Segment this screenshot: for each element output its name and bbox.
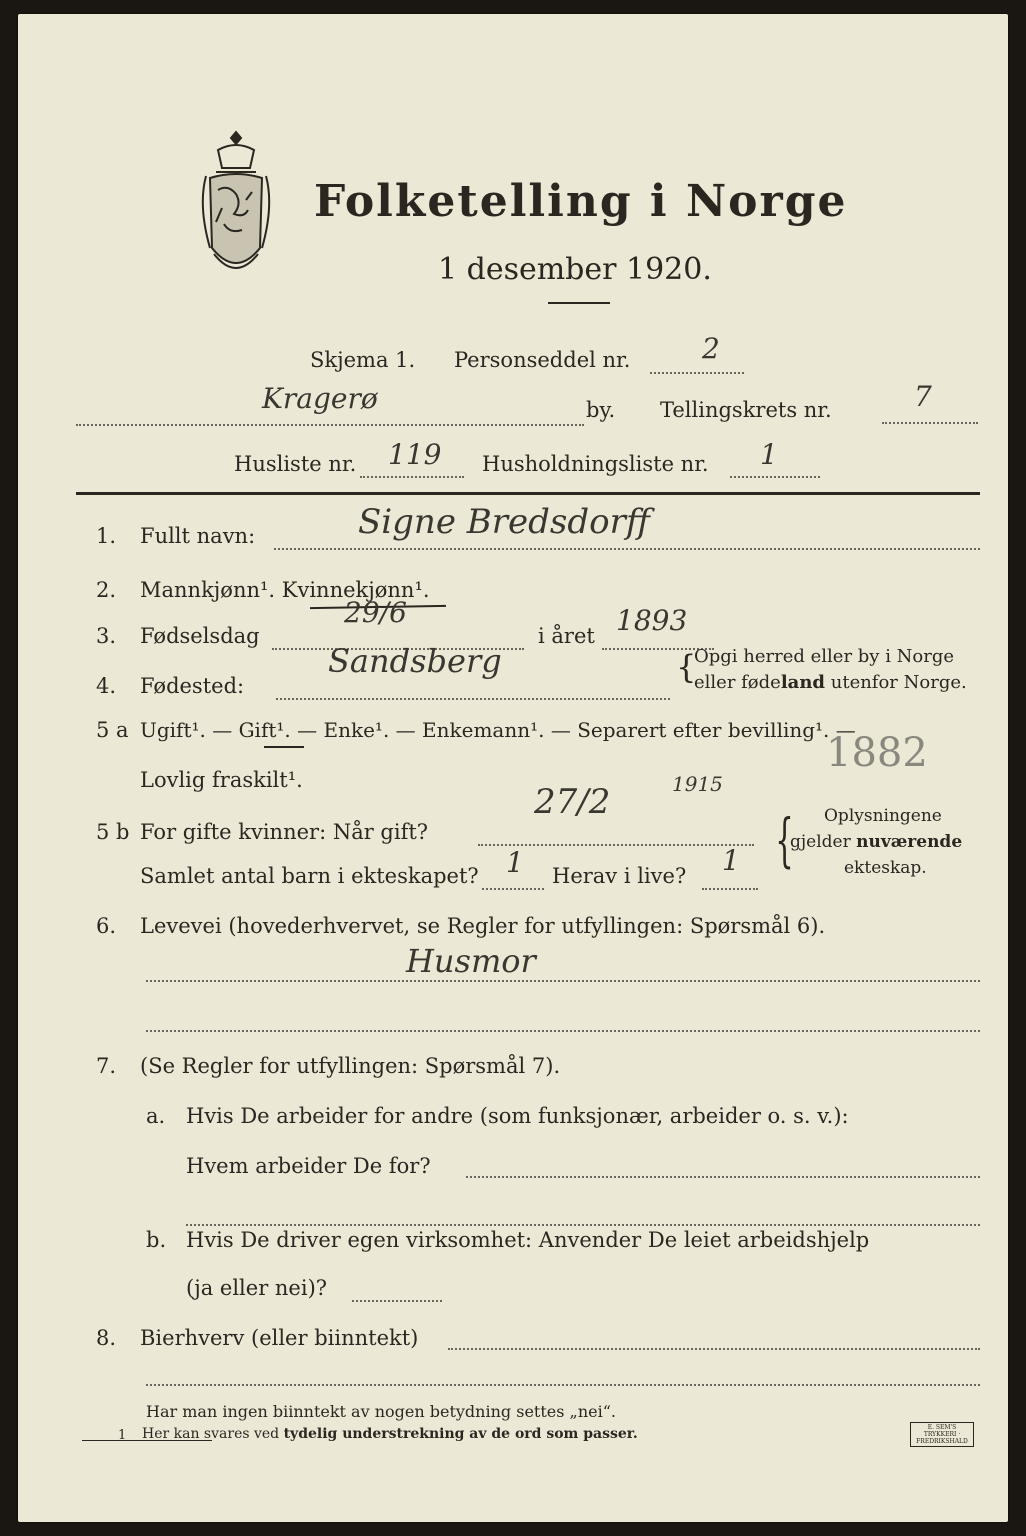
q4-note-line1: Opgi herred eller by i Norge bbox=[694, 646, 955, 667]
q7b-line1: Hvis De driver egen virksomhet: Anvender De leiet arbeidshjelp bbox=[186, 1228, 870, 1252]
by-label: by. bbox=[586, 398, 616, 422]
q5b-label1: For gifte kvinner: Når gift? bbox=[140, 820, 429, 844]
husholdning-label: Husholdningsliste nr. bbox=[482, 452, 709, 476]
coat-of-arms-icon bbox=[188, 128, 284, 298]
q5b-brace: { bbox=[775, 806, 794, 874]
q7a-line2: Hvem arbeider De for? bbox=[186, 1154, 431, 1178]
city-line bbox=[76, 424, 584, 426]
tellingskrets-line bbox=[882, 422, 978, 424]
q8-number: 8. bbox=[96, 1326, 117, 1350]
q4-note-line2-a: eller føde bbox=[694, 672, 781, 693]
q7b-number: b. bbox=[146, 1228, 167, 1252]
city-value: Kragerø bbox=[262, 382, 378, 415]
form-title: Folketelling i Norge bbox=[314, 176, 848, 227]
tellingskrets-value: 7 bbox=[914, 380, 932, 413]
q6-label: Levevei (hovederhvervet, se Regler for utfyllingen: Spørsmål 6). bbox=[140, 914, 826, 938]
q7a-line-extra bbox=[186, 1224, 980, 1226]
footnote-text-b: tydelig understrekning av de ord som passer. bbox=[283, 1426, 638, 1442]
q3-day-value: 29/6 bbox=[344, 596, 407, 629]
husliste-value: 119 bbox=[388, 438, 442, 471]
q5b-alive-line bbox=[702, 888, 758, 890]
q5b-when-value: 27/2 bbox=[534, 782, 611, 822]
q5b-note-line3: ekteskap. bbox=[844, 858, 927, 878]
q7a-line bbox=[466, 1176, 980, 1178]
husliste-line bbox=[360, 476, 464, 478]
q7-label: (Se Regler for utfyllingen: Spørsmål 7). bbox=[140, 1054, 561, 1078]
q4-value: Sandsberg bbox=[328, 642, 502, 680]
q8-line2 bbox=[146, 1384, 980, 1386]
footer-note: Har man ingen biinntekt av nogen betydning settes „nei“. bbox=[146, 1402, 616, 1421]
q5a-annotation: 1882 bbox=[826, 730, 928, 776]
q6-value: Husmor bbox=[406, 942, 536, 980]
q3-label: Fødselsdag bbox=[140, 624, 260, 648]
q1-number: 1. bbox=[96, 524, 117, 548]
q4-brace: { bbox=[676, 648, 697, 686]
q5b-label2: Samlet antal barn i ekteskapet? bbox=[140, 864, 479, 888]
q5b-note-line2 bbox=[790, 832, 962, 852]
personseddel-line bbox=[650, 372, 744, 374]
q3-year-label: i året bbox=[538, 624, 595, 648]
q4-note-line2-c: utenfor Norge. bbox=[825, 672, 967, 693]
q6-line2 bbox=[146, 1030, 980, 1032]
title-divider bbox=[548, 302, 610, 304]
q5b-note-line2-b: nuværende bbox=[856, 832, 963, 852]
q7-number: 7. bbox=[96, 1054, 117, 1078]
q2-number: 2. bbox=[96, 578, 117, 602]
q5a-number: 5 a bbox=[96, 718, 129, 742]
q1-value: Signe Bredsdorff bbox=[358, 502, 650, 542]
skjema-label: Skjema 1. bbox=[310, 348, 416, 372]
q5a-gift-underline bbox=[264, 746, 304, 748]
q4-number: 4. bbox=[96, 674, 117, 698]
personseddel-value: 2 bbox=[702, 332, 720, 365]
q5b-alive-value: 1 bbox=[722, 844, 740, 877]
q5b-note-line2-a: gjelder bbox=[790, 832, 857, 852]
q4-note-line2-b: land bbox=[780, 672, 826, 693]
footnote-text bbox=[142, 1426, 638, 1442]
q3-number: 3. bbox=[96, 624, 117, 648]
footnote-mark: 1 bbox=[118, 1428, 127, 1443]
q1-line bbox=[274, 548, 980, 550]
q7a-line1: Hvis De arbeider for andre (som funksjonær, arbeider o. s. v.): bbox=[186, 1104, 849, 1128]
q6-line1 bbox=[146, 980, 980, 982]
q4-note-line2 bbox=[694, 672, 967, 693]
q5b-note-line1: Oplysningene bbox=[824, 806, 942, 826]
q4-label: Fødested: bbox=[140, 674, 245, 698]
q1-label: Fullt navn: bbox=[140, 524, 256, 548]
q4-line bbox=[276, 698, 670, 700]
q6-number: 6. bbox=[96, 914, 117, 938]
husliste-label: Husliste nr. bbox=[234, 452, 357, 476]
header-rule bbox=[76, 492, 980, 495]
husholdning-line bbox=[730, 476, 820, 478]
q5a-line2: Lovlig fraskilt¹. bbox=[140, 768, 303, 792]
q8-label: Bierhverv (eller biinntekt) bbox=[140, 1326, 419, 1350]
q5b-children-value: 1 bbox=[506, 846, 524, 879]
q5b-label3: Herav i live? bbox=[552, 864, 687, 888]
q5a-line1: Ugift¹. — Gift¹. — Enke¹. — Enkemann¹. — Separert efter bevilling¹. — bbox=[140, 718, 856, 742]
husholdning-value: 1 bbox=[760, 438, 778, 471]
q5b-children-line bbox=[482, 888, 544, 890]
footnote-text-a: Her kan svares ved bbox=[142, 1426, 284, 1442]
q2-label: Mannkjønn¹. Kvinnekjønn¹. bbox=[140, 578, 430, 602]
q7b-line2: (ja eller nei)? bbox=[186, 1276, 328, 1300]
personseddel-label: Personseddel nr. bbox=[454, 348, 631, 372]
q5b-number: 5 b bbox=[96, 820, 130, 844]
printer-stamp: E. SEM'S TRYKKERI · FREDRIKSHALD bbox=[910, 1422, 974, 1447]
census-date: 1 desember 1920. bbox=[438, 252, 712, 287]
q7a-number: a. bbox=[146, 1104, 166, 1128]
q5b-year-value: 1915 bbox=[672, 772, 723, 796]
tellingskrets-label: Tellingskrets nr. bbox=[660, 398, 832, 422]
census-form bbox=[18, 14, 1008, 1522]
q8-line1 bbox=[448, 1348, 980, 1350]
q7b-line bbox=[352, 1300, 442, 1302]
q3-year-value: 1893 bbox=[616, 604, 688, 637]
